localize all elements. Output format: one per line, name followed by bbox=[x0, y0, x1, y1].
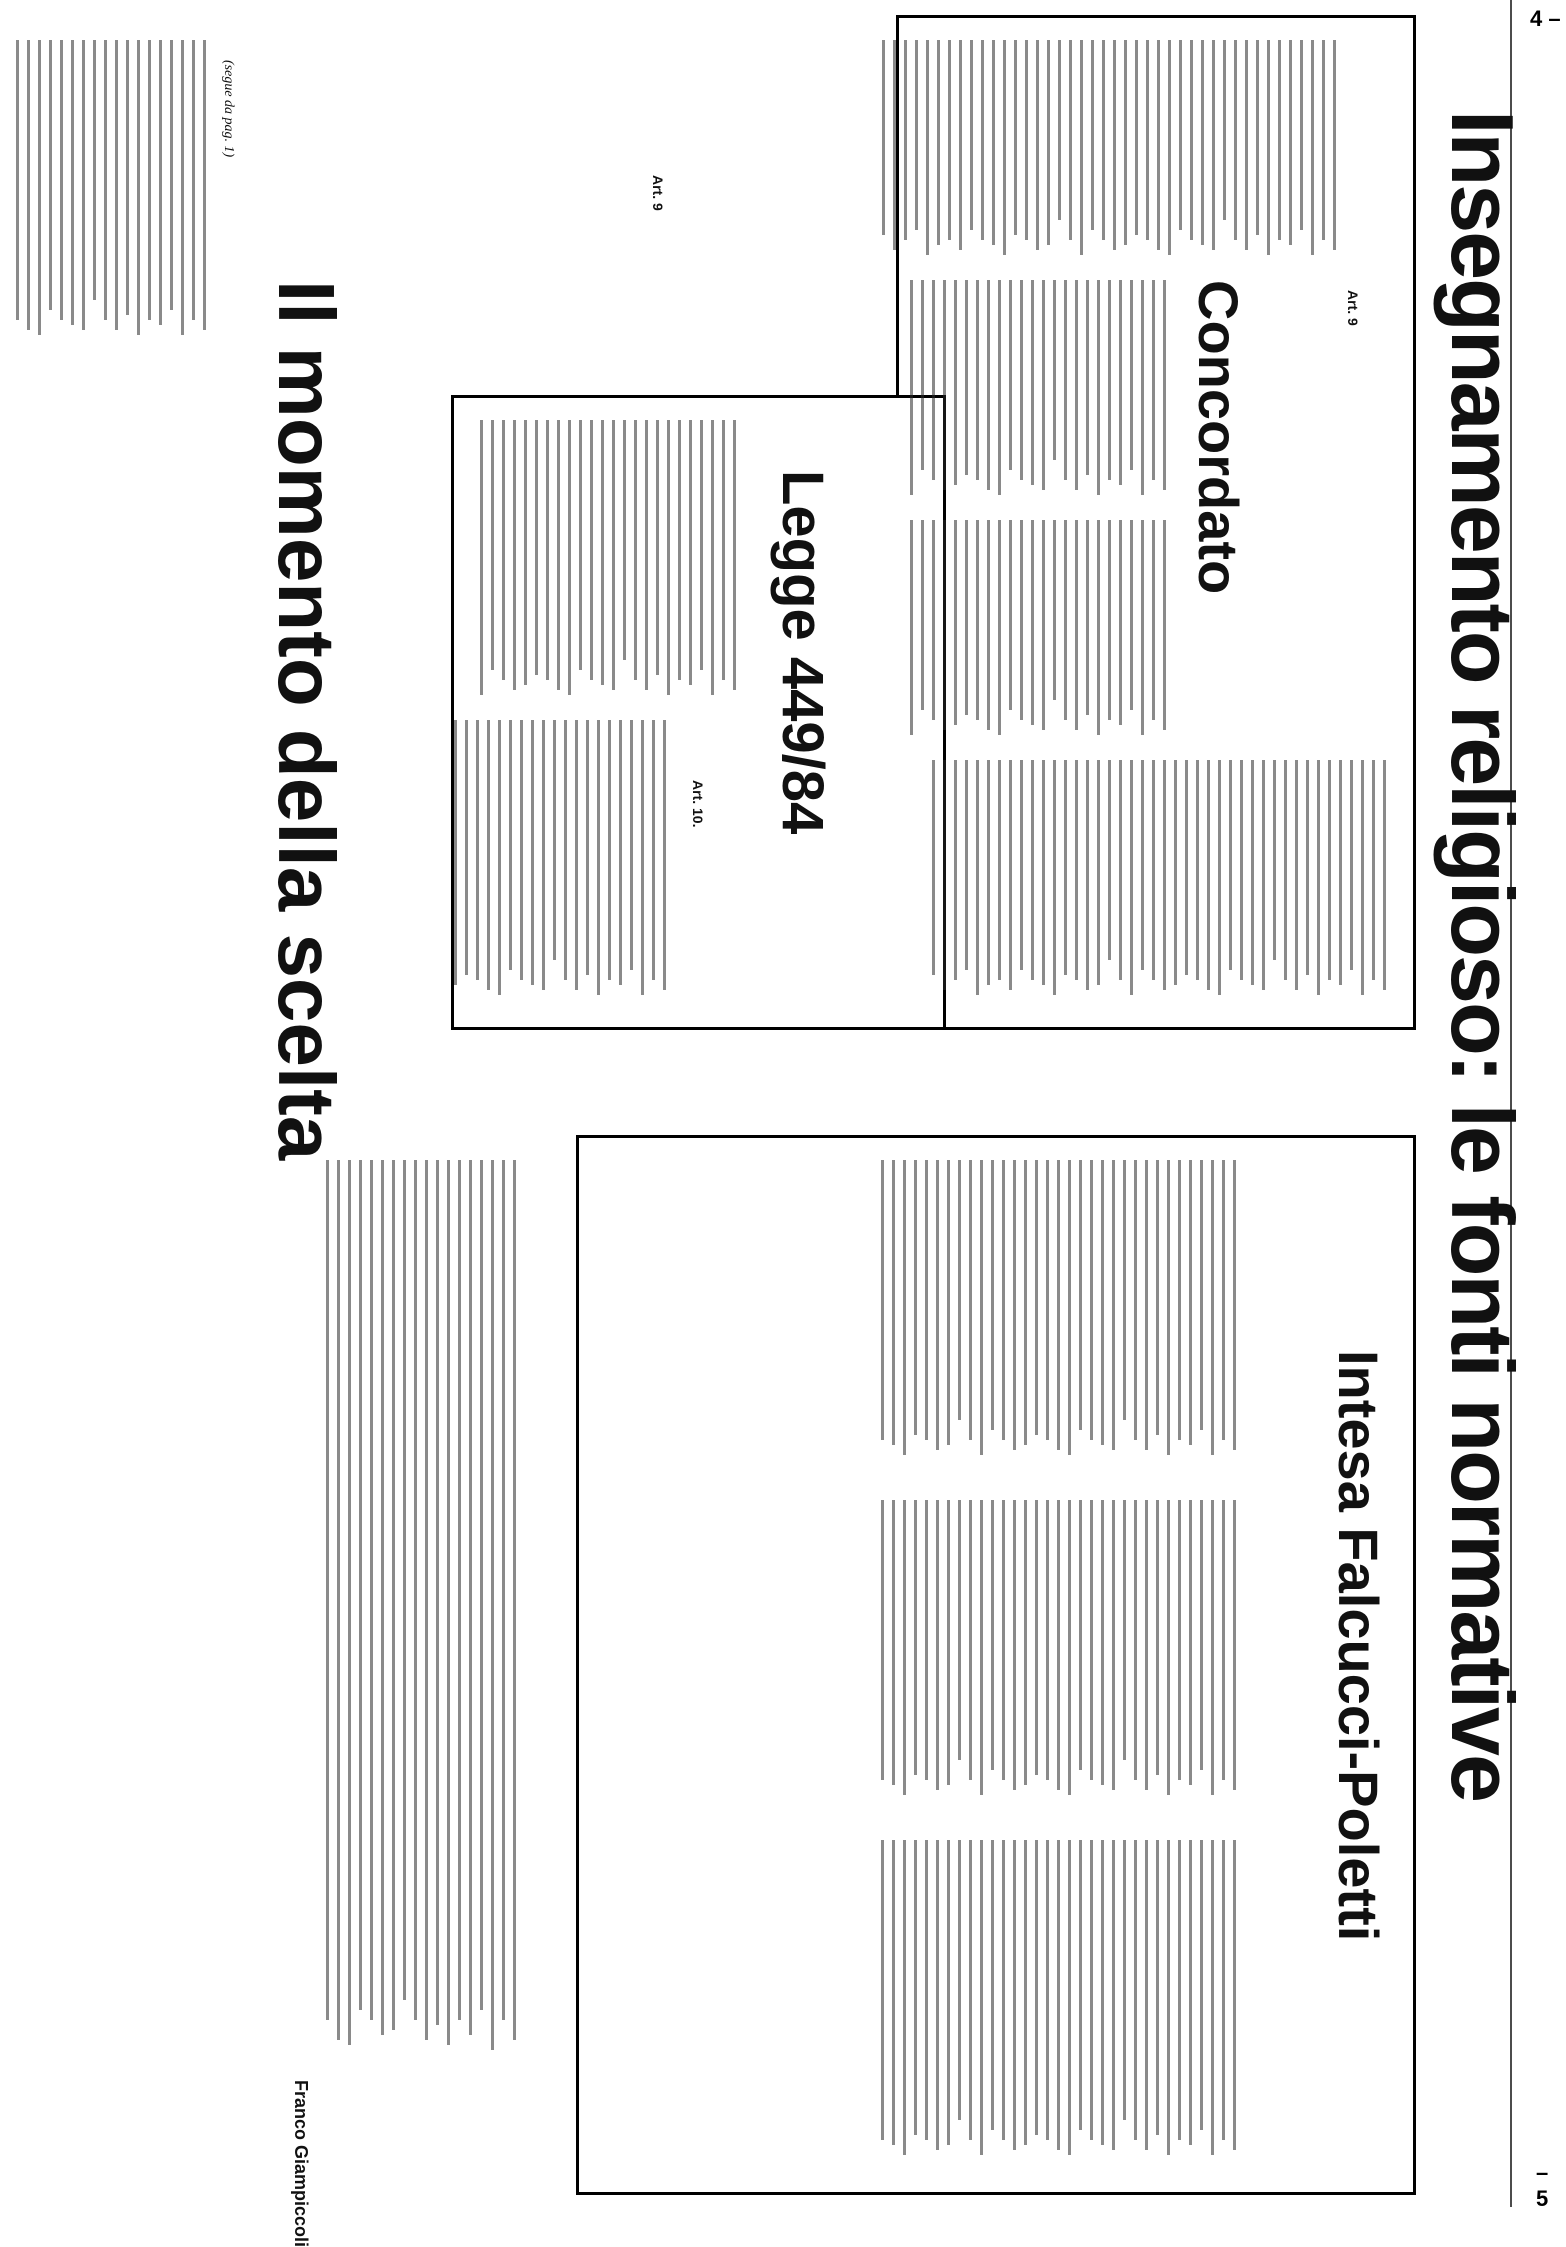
concordato-title: Concordato bbox=[1187, 280, 1250, 595]
legge-article-label: Art. 9 bbox=[650, 175, 666, 211]
text-column bbox=[446, 720, 666, 1000]
page-number-top: 4 – bbox=[1530, 6, 1561, 31]
text-column bbox=[902, 520, 1166, 740]
text-column bbox=[8, 40, 206, 340]
text-column bbox=[873, 1160, 1236, 1460]
text-column bbox=[472, 420, 736, 700]
author-signature: Franco Giampiccoli bbox=[291, 2080, 311, 2247]
text-column bbox=[924, 760, 1386, 1000]
text-column bbox=[874, 40, 1336, 260]
text-column bbox=[902, 280, 1166, 500]
legge-title: Legge 449/84 bbox=[770, 470, 835, 835]
intesa-title: Intesa Falcucci-Poletti bbox=[1327, 1350, 1390, 1942]
momento-title: Il momento della scelta bbox=[262, 280, 351, 1161]
concordato-article-label: Art. 9 bbox=[1345, 290, 1361, 326]
continued-note: (segue da pag. 1) bbox=[221, 60, 236, 158]
text-column bbox=[318, 1160, 516, 2060]
legge-article10-label: Art. 10. bbox=[690, 780, 706, 828]
text-column bbox=[873, 1500, 1236, 1800]
momento-subheading bbox=[0, 80, 1, 211]
page-number-bottom: – 5 bbox=[1536, 2160, 1549, 2211]
main-headline: Insegnamento religioso: le fonti normative bbox=[1433, 110, 1532, 1801]
text-column bbox=[873, 1840, 1236, 2160]
